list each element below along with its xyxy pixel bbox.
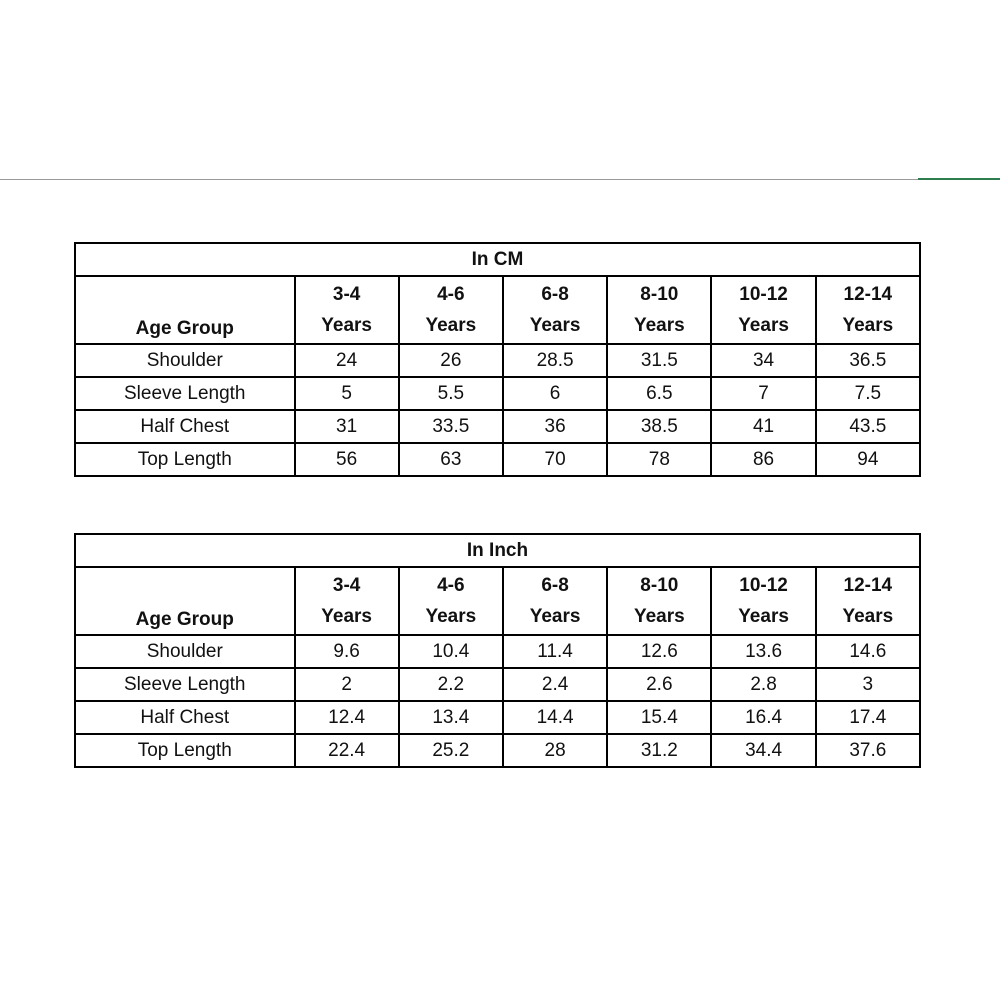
age-range: 12-14 [843,284,893,305]
table-cell: 28 [503,734,607,767]
table-cell: 14.6 [816,635,920,668]
table-cell: 10.4 [399,635,503,668]
age-group-header: Age Group [75,276,295,344]
table-cell: 11.4 [503,635,607,668]
table-cell: 13.4 [399,701,503,734]
column-header [607,567,711,635]
age-unit: Years [529,606,581,627]
table-row [75,410,920,443]
table-row [75,377,920,410]
column-header [503,276,607,344]
table-cell: 56 [295,443,399,476]
table-cell: 31 [295,410,399,443]
age-unit: Years [425,315,477,336]
table-cell: 25.2 [399,734,503,767]
age-unit: Years [529,315,581,336]
age-group-header: Age Group [75,567,295,635]
age-unit: Years [738,315,789,336]
table-cell: 2 [295,668,399,701]
size-table-inch [74,533,921,768]
row-label: Half Chest [75,410,295,443]
row-label: Top Length [75,443,295,476]
table-cell: 22.4 [295,734,399,767]
table-cell: 26 [399,344,503,377]
age-unit: Years [633,606,685,627]
table-cell: 15.4 [607,701,711,734]
table-cell: 28.5 [503,344,607,377]
table-cell: 43.5 [816,410,920,443]
age-range: 3-4 [332,284,361,305]
column-header [816,567,920,635]
table-title-row [75,534,920,567]
age-range: 10-12 [739,575,788,596]
column-header [607,276,711,344]
table-cell: 6.5 [607,377,711,410]
age-range: 12-14 [843,575,893,596]
row-label: Half Chest [75,701,295,734]
age-range: 6-8 [541,575,569,596]
table-cell: 78 [607,443,711,476]
age-range: 4-6 [437,575,465,596]
age-unit: Years [321,315,372,336]
table-cell: 31.2 [607,734,711,767]
age-unit: Years [321,606,372,627]
column-header [399,276,503,344]
age-unit: Years [842,315,894,336]
age-range: 8-10 [640,284,679,305]
table-cell: 36 [503,410,607,443]
age-unit: Years [633,315,685,336]
table-cell: 14.4 [503,701,607,734]
top-divider-line [0,179,1000,180]
column-header [711,276,815,344]
table-cell: 70 [503,443,607,476]
table-cell: 6 [503,377,607,410]
column-header [816,276,920,344]
table-cell: 63 [399,443,503,476]
table-cell: 12.4 [295,701,399,734]
top-divider-accent [918,178,1000,180]
row-label: Shoulder [75,344,295,377]
table-title-row [75,243,920,276]
age-unit: Years [842,606,894,627]
table-cell: 34.4 [711,734,815,767]
table-cell: 3 [816,668,920,701]
table-cell: 2.4 [503,668,607,701]
table-cell: 7 [711,377,815,410]
table-row [75,668,920,701]
table-cell: 17.4 [816,701,920,734]
table-row [75,635,920,668]
table-cell: 2.8 [711,668,815,701]
table-cell: 12.6 [607,635,711,668]
table-cell: 5 [295,377,399,410]
table-row [75,344,920,377]
table-title: In Inch [75,534,920,567]
table-cell: 38.5 [607,410,711,443]
table-cell: 34 [711,344,815,377]
table-cell: 7.5 [816,377,920,410]
column-header [399,567,503,635]
table-cell: 94 [816,443,920,476]
table-header-row [75,276,920,344]
column-header [295,567,399,635]
table-header-row [75,567,920,635]
age-range: 4-6 [437,284,465,305]
column-header [503,567,607,635]
age-unit: Years [738,606,789,627]
column-header [711,567,815,635]
table-cell: 33.5 [399,410,503,443]
table-cell: 5.5 [399,377,503,410]
table-title: In CM [75,243,920,276]
table-cell: 24 [295,344,399,377]
table-row [75,443,920,476]
table-cell: 2.2 [399,668,503,701]
table-cell: 41 [711,410,815,443]
table-cell: 9.6 [295,635,399,668]
table-cell: 31.5 [607,344,711,377]
row-label: Sleeve Length [75,668,295,701]
age-range: 8-10 [640,575,679,596]
age-range: 3-4 [332,575,361,596]
table-row [75,701,920,734]
table-row [75,734,920,767]
size-table-cm [74,242,921,477]
table-cell: 13.6 [711,635,815,668]
row-label: Shoulder [75,635,295,668]
table-cell: 37.6 [816,734,920,767]
column-header [295,276,399,344]
table-cell: 2.6 [607,668,711,701]
row-label: Top Length [75,734,295,767]
age-unit: Years [425,606,477,627]
age-range: 6-8 [541,284,569,305]
table-cell: 86 [711,443,815,476]
row-label: Sleeve Length [75,377,295,410]
table-cell: 16.4 [711,701,815,734]
table-cell: 36.5 [816,344,920,377]
age-range: 10-12 [739,284,788,305]
